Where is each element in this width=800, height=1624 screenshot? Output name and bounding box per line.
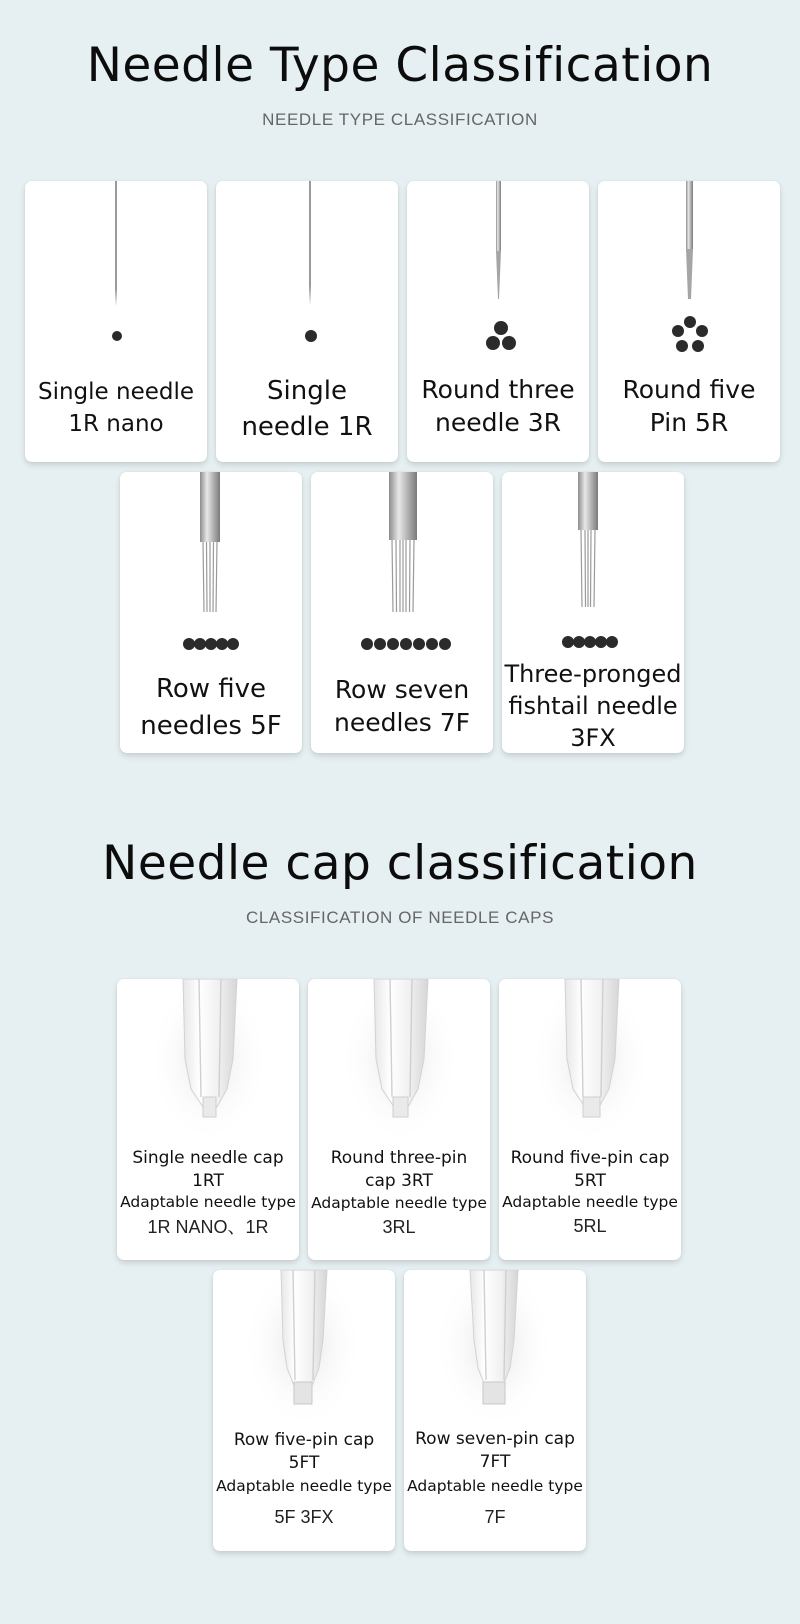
needle-cap-subtitle: CLASSIFICATION OF NEEDLE CAPS (245, 908, 555, 927)
cap-card-1rt[interactable] (117, 979, 299, 1260)
needle-card-5r[interactable] (598, 181, 780, 462)
cap-adapt-label: Adaptable needle type (502, 1193, 678, 1211)
needle-cap-title: Needle cap classification (102, 836, 698, 891)
cap-title: Round five-pin cap 5RT (510, 1148, 670, 1191)
needle-label: Row seven needles 7F (333, 675, 471, 737)
needle-label: Single needle 1R (241, 376, 373, 442)
cap-card-5rt[interactable] (499, 979, 681, 1260)
needle-card-5f[interactable] (120, 472, 302, 753)
cap-types: 3RL (382, 1217, 416, 1237)
needle-card-3r[interactable] (407, 181, 589, 462)
needle-label: Three-pronged fishtail needle 3FX (504, 660, 682, 752)
needle-label: Row five needles 5F (140, 674, 282, 741)
cap-adapt-label: Adaptable needle type (311, 1194, 487, 1212)
cap-card-3rt[interactable] (308, 979, 490, 1260)
needle-type-subtitle: NEEDLE TYPE CLASSIFICATION (262, 110, 538, 129)
cap-adapt-label: Adaptable needle type (407, 1477, 583, 1495)
cap-title: Row five-pin cap 5FT (233, 1430, 375, 1473)
needle-card-7f[interactable] (311, 472, 493, 753)
cap-card-7ft[interactable] (404, 1270, 586, 1551)
needle-card-1r[interactable] (216, 181, 398, 462)
cap-types: 7F (484, 1507, 506, 1527)
needle-label: Round five Pin 5R (622, 375, 756, 437)
needle-type-title: Needle Type Classification (86, 38, 714, 93)
cap-types: 1R NANO、1R (147, 1217, 269, 1237)
cap-adapt-label: Adaptable needle type (216, 1477, 392, 1495)
cap-title: Single needle cap 1RT (132, 1148, 284, 1191)
needle-label: Single needle 1R nano (37, 379, 195, 437)
cap-title: Row seven-pin cap 7FT (415, 1429, 575, 1472)
cap-card-5ft[interactable] (213, 1270, 395, 1551)
needle-card-1r-nano[interactable] (25, 181, 207, 462)
needle-label: Round three needle 3R (421, 375, 575, 437)
cap-types: 5F 3FX (274, 1507, 334, 1527)
cap-adapt-label: Adaptable needle type (120, 1193, 296, 1211)
cap-types: 5RL (573, 1216, 607, 1236)
needle-card-3fx[interactable] (502, 472, 684, 753)
cap-title: Round three-pin cap 3RT (330, 1148, 468, 1191)
